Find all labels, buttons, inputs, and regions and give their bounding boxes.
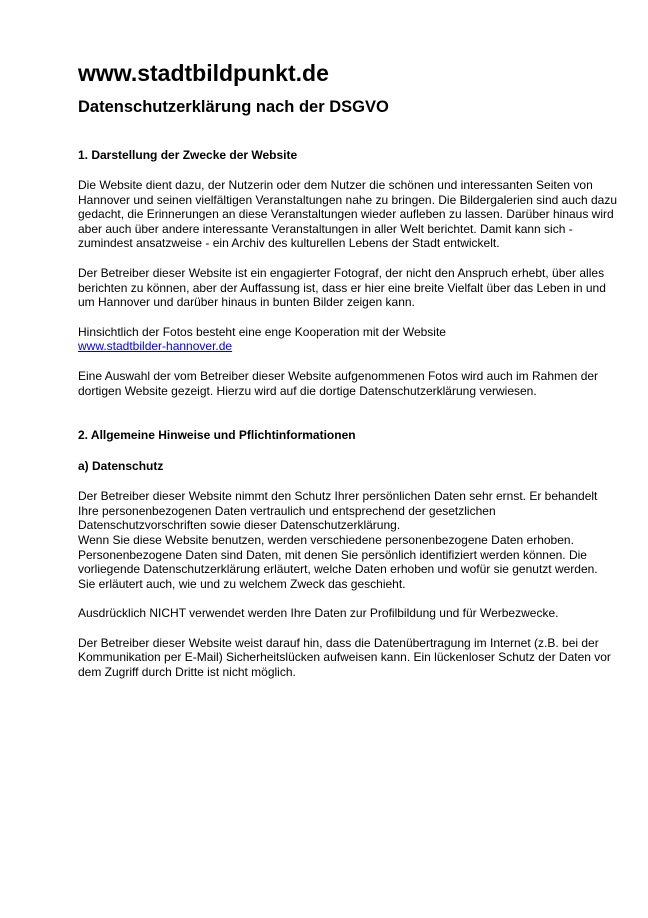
section-2-paragraph-1a: Der Betreiber dieser Website nimmt den Schutz Ihrer persönlichen Daten sehr ernst. Er behandelt Ihre personenbezogenen Daten vertraulich und entsprechend der gesetzlichen Datenschutzvorschriften sowie dieser Datenschutzerklärung.: [78, 489, 598, 533]
section-1-heading: 1. Darstellung der Zwecke der Website: [78, 148, 298, 162]
section-general-info: [78, 428, 618, 680]
site-title: www.stadtbildpunkt.de: [78, 60, 329, 86]
section-2-paragraph-3: Der Betreiber dieser Website weist darauf hin, dass die Datenübertragung im Internet (z.B. bei der Kommunikation per E-Mail) Sicherheitslücken aufweisen kann. Ein lückenloser Schutz der Daten vor dem Zugriff durch Dritte ist nicht möglich.: [78, 635, 611, 680]
section-1-paragraph-3: [78, 325, 618, 354]
section-2-heading: 2. Allgemeine Hinweise und Pflichtinformationen: [78, 428, 356, 443]
section-1-paragraph-2: Der Betreiber dieser Website ist ein engagierter Fotograf, der nicht den Anspruch erhebt, über alles berichten zu können, aber der Auffassung ist, dass er hier eine breite Vielfalt über das Leben in und um Hannover und darüber hinaus in bunten Bilder zeigen kann.: [78, 265, 606, 310]
stadtbilder-hannover-link[interactable]: www.stadtbilder-hannover.de: [78, 339, 233, 354]
cooperation-text: Hinsichtlich der Fotos besteht eine enge Kooperation mit der Website: [78, 324, 446, 339]
section-1-paragraph-4: Eine Auswahl der vom Betreiber dieser Website aufgenommenen Fotos wird auch im Rahmen der dortigen Website gezeigt. Hierzu wird auf die dortige Datenschutzerklärung verwiesen.: [78, 368, 599, 398]
document-page: [78, 58, 618, 680]
section-2-paragraph-2: Ausdrücklich NICHT verwendet werden Ihre Daten zur Profilbildung und für Werbezwecke.: [78, 606, 559, 621]
data-protection-subheading: a) Datenschutz: [78, 459, 164, 474]
document-title: Datenschutzerklärung nach der DSGVO: [78, 98, 389, 116]
section-1-paragraph-1: Die Website dient dazu, der Nutzerin oder dem Nutzer die schönen und interessanten Seiten von Hannover und seinen vielfältigen Veranstaltungen nahe zu bringen. Die Bildergalerien sind auch dazu gedacht, die Erinnerungen an diese Veranstaltungen wieder aufleben zu lassen. Darüber hinaus wird aber auch über andere interessante Veranstaltungen in aller Welt berichtet. Damit kann sich - zumindest ansatzweise - ein Archiv des kulturellen Lebens der Stadt entwickelt.: [78, 178, 618, 251]
section-purposes: [78, 148, 618, 398]
section-2-paragraph-1b: Wenn Sie diese Website benutzen, werden verschiedene personenbezogene Daten erhoben. Personenbezogene Daten sind Daten, mit denen Sie persönlich identifiziert werden können. Die vorliegende Datenschutzerklärung erläutert, welche Daten erhoben und wofür sie genutzt werden. Sie erläutert auch, wie und zu welchem Zweck das geschieht.: [78, 532, 598, 591]
